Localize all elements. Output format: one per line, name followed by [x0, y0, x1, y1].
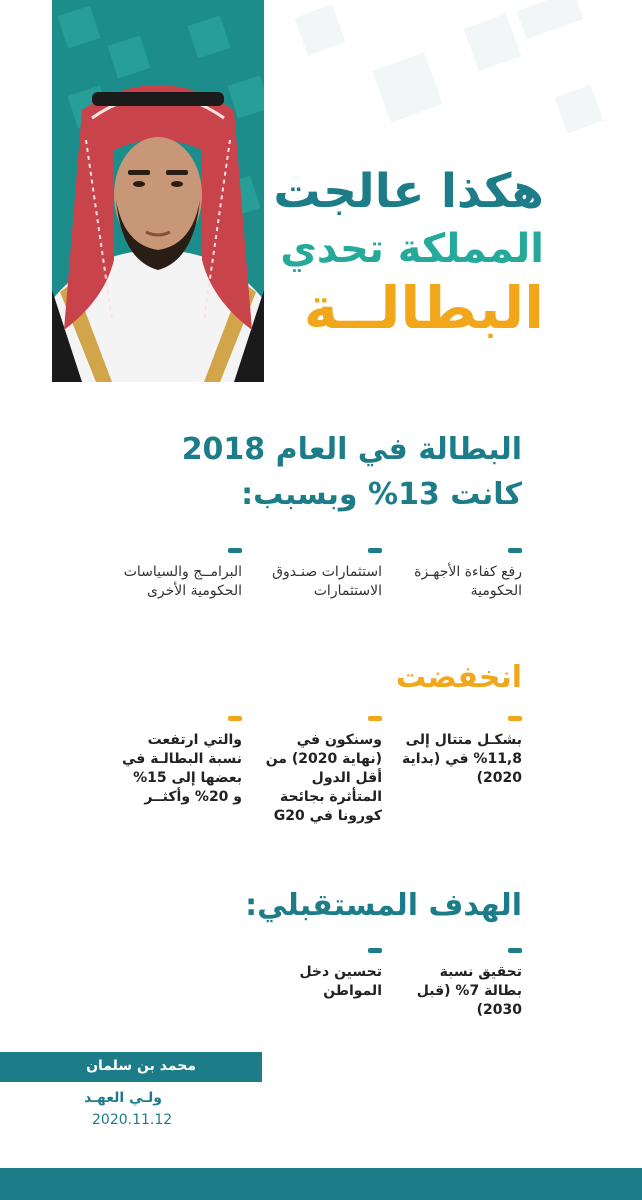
decorative-square — [372, 52, 442, 122]
section-2018-line-2: كانت 13% وبسبب: — [241, 477, 522, 512]
section-2018-title — [182, 432, 522, 512]
dash-marker — [508, 948, 522, 953]
dash-marker — [368, 948, 382, 953]
dash-marker — [508, 716, 522, 721]
dash-marker — [228, 548, 242, 553]
section-2018-line-1: البطالة في العام 2018 — [181, 432, 522, 467]
dash-marker — [368, 716, 382, 721]
headline-line-3: البطالــة — [303, 274, 544, 342]
dash-marker — [368, 548, 382, 553]
dash-marker — [508, 548, 522, 553]
main-headline — [224, 164, 544, 342]
decline-item: وسنكون في (نهاية 2020) من أقل الدول المتأثرة بجائحة كورونا في G20 — [262, 716, 382, 825]
goal-item: تحسين دخل المواطن — [262, 948, 382, 1001]
section-goal-title: الهدف المستقبلي: — [245, 888, 522, 923]
signature-role: ولـي العهـد — [84, 1090, 162, 1106]
goal-item: تحقيق نسبة بطالة 7% (قبل 2030) — [402, 948, 522, 1020]
decorative-square — [294, 4, 345, 55]
decline-item: بشكـل متتال إلى 11,8% في (بداية 2020) — [402, 716, 522, 788]
reason-item: رفع كفاءة الأجهـزة الحكومية — [402, 548, 522, 601]
decline-item: والتي ارتفعت نسبة البطالـة في بعضها إلى 15% و 20% وأكثــر — [122, 716, 242, 807]
section-decline-items — [122, 716, 522, 846]
decorative-square — [555, 85, 604, 134]
headline-line-2: المملكة تحدي — [280, 226, 544, 272]
reason-item: استثمارات صنـدوق الاستثمارات — [262, 548, 382, 601]
signature-name: محمد بن سلمان — [0, 1052, 262, 1082]
bottom-strip — [0, 1168, 642, 1200]
section-goal-items — [122, 948, 522, 1028]
signature-date: 2020.11.12 — [92, 1112, 173, 1128]
dash-marker — [228, 716, 242, 721]
decorative-square — [464, 14, 522, 72]
section-2018-reasons — [122, 548, 522, 678]
section-decline-title: انخفضت — [395, 660, 522, 695]
decorative-square — [517, 0, 584, 39]
reason-item: البرامــج والسياسات الحكومية الأخرى — [122, 548, 242, 601]
headline-line-1: هكذا عالجت — [273, 164, 544, 219]
